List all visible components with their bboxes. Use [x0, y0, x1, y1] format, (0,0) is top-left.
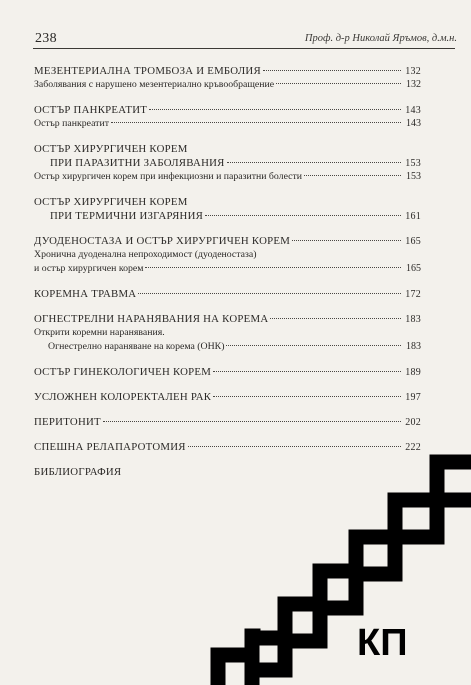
running-head: Проф. д-р Николай Яръмов, д.м.н.: [304, 33, 457, 44]
toc-entry-title: Хронична дуоденална непроходимост (дуоденостаза): [34, 249, 257, 260]
watermark-letters: КП: [357, 622, 408, 664]
toc-page-number: 153: [405, 158, 421, 169]
toc-entry-title: ОСТЪР ХИРУРГИЧЕН КОРЕМ: [34, 143, 188, 155]
toc-entry-title: КОРЕМНА ТРАВМА: [34, 288, 137, 300]
toc-entry-title: УСЛОЖНЕН КОЛОРЕКТАЛЕН РАК: [34, 391, 212, 403]
toc-page-number: 143: [406, 118, 421, 129]
toc-page-number: 143: [405, 105, 421, 116]
toc-page-number: 197: [405, 392, 421, 403]
toc-entry-title: и остър хирургичен корем: [34, 263, 144, 274]
toc-entry-title: ОСТЪР ПАНКРЕАТИТ: [34, 104, 148, 116]
toc-entry-title: ПЕРИТОНИТ: [34, 416, 101, 428]
toc-page-number: 153: [406, 171, 421, 182]
toc-entry-title: СПЕШНА РЕЛАПАРОТОМИЯ: [34, 441, 186, 453]
toc-entry-title: ОСТЪР ХИРУРГИЧЕН КОРЕМ: [34, 196, 188, 208]
toc-entry-title: МЕЗЕНТЕРИАЛНА ТРОМБОЗА И ЕМБОЛИЯ: [34, 65, 261, 77]
toc-page-number: 132: [405, 66, 421, 77]
toc-entry-title: ПРИ ПАРАЗИТНИ ЗАБОЛЯВАНИЯ: [50, 157, 225, 169]
toc-page-number: 189: [405, 367, 421, 378]
toc-page-number: 202: [405, 417, 421, 428]
toc-entry-title: ОГНЕСТРЕЛНИ НАРАНЯВАНИЯ НА КОРЕМА: [34, 313, 269, 325]
toc-page-number: 183: [405, 314, 421, 325]
toc-entry-title: Остър панкреатит: [34, 118, 109, 129]
toc-entry-title: ПРИ ТЕРМИЧНИ ИЗГАРЯНИЯ: [50, 210, 204, 222]
toc-entry-title: Огнестрелно нараняване на корема (ОНК): [48, 341, 225, 352]
toc-page-number: 183: [406, 341, 421, 352]
toc-page-number: 165: [405, 236, 421, 247]
toc-page-number: 222: [405, 442, 421, 453]
toc-entry-title: Открити коремни наранявания.: [34, 327, 165, 338]
toc-entry-title: Остър хирургичен корем при инфекциозни и паразитни болести: [34, 171, 303, 182]
toc-page-number: 172: [405, 289, 421, 300]
toc-entry-title: Заболявания с нарушено мезентериално кръвообращение: [34, 79, 275, 90]
toc-page-number: 161: [405, 211, 421, 222]
toc-page-number: 165: [406, 263, 421, 274]
page-number: 238: [35, 31, 57, 46]
toc-page-number: 132: [406, 79, 421, 90]
toc-entry-title: ОСТЪР ГИНЕКОЛОГИЧЕН КОРЕМ: [34, 366, 212, 378]
toc-entry-title: ДУОДЕНОСТАЗА И ОСТЪР ХИРУРГИЧЕН КОРЕМ: [34, 235, 291, 247]
toc-entry-title: БИБЛИОГРАФИЯ: [34, 466, 122, 478]
